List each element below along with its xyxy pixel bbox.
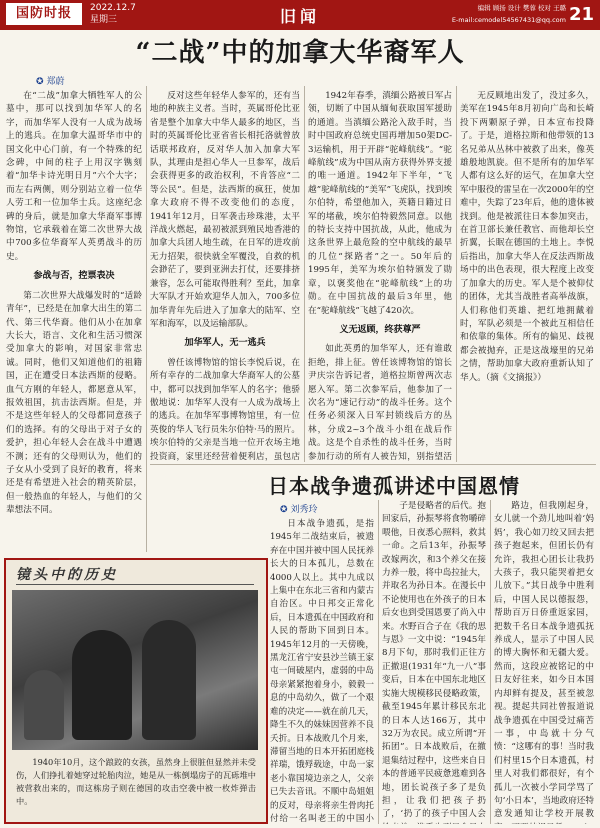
article1-para-3: 反对这些年轻华人参军的，还有当地的种族主义者。当时，英属哥伦比亚省是整个加拿大中华人最多的地区，当时的英属哥伦比亚省省长相托洛就曾放话联邦政府，反对华人加入加拿大军队，其理由是担心华人一旦参军，战后会获得更多的政治权利，不肯答应“二等公民”。但是，法西斯的疯狂，使加拿大政府不得不改变他们的态度，1941年12月，日军袭击珍珠港，太平洋战火燃起，最初被派到殖民地香港的加拿大兵团人地生疏，在日军的进攻前无力招架，很快就全军覆没，自救的机会渺茫了，要到亚洲去打仗，还要排挤兼容，怎么可能取得胜利？至此，加拿大军队才开始欢迎华人加入，700多位加华青年先后进入了加拿大的陆军、空军和海军，以及运输部队。	[150, 91, 300, 329]
article2-byline	[280, 502, 318, 515]
column-divider	[378, 500, 379, 824]
page-number: 21	[568, 4, 594, 25]
article2-headline: 日本战争遗孤讲述中国恩情	[268, 474, 520, 498]
column-divider	[304, 86, 305, 462]
article2-column-2	[382, 500, 486, 824]
photo-caption-text: 1940年10月，这个踉跤的女孩，虽然身上很脏但显然并未受伤，人们挣扎着她穿过轮胎肉泣，她是从一栋倒塌房子的瓦砾堆中被营救出来的，而这栋房子则在德国的攻击空袭中被一枚炸弹击中。	[16, 757, 256, 806]
history-box-title: 镜头中的历史	[16, 567, 118, 583]
article2-author: 刘秀玲	[290, 505, 318, 515]
article1-subheading-2: 加华军人，无一逃兵	[184, 338, 266, 349]
article1-column-3	[308, 90, 452, 462]
photo-figure	[142, 620, 196, 740]
article1-headline: “二战”中的加拿大华裔军人	[135, 38, 465, 68]
star-icon: ✪	[280, 505, 288, 515]
article2-para-2: 子是侵略者的后代。抱回家后，孙振琴将食物嚼碎喂他，日夜悉心照料，救其一命。之后13年，孙振琴改嫁两次，和3个养父在接力养一般，将中岛拉扯大，并取名为孙日本。在漫长中不论使用也在外孩子的日本后女也到受国恩要了尚入中来。水野百合子在《我的思与恩》一文中说：“1945年8月下旬，那时我们正往方正撤退(1931年“九一八”事变后，日本在中国东北地区实施大规模移民侵略政策，截至1945年累计移民东北的日本人达166万，其中32万为农民。成立所谓“开拓团”。日本战败后，在撤退集结过程中，这些来自日本的普通平民疲惫逃难到各地，团长说孩子多了是负担，让我们把孩子扔了，‘扔了的孩子中国人会	[382, 501, 486, 820]
column-divider	[456, 86, 457, 462]
history-photo-box	[4, 558, 268, 824]
article1-subheading-3: 义无返顾，终获尊严	[339, 324, 421, 335]
article1-author: 郑蔚	[46, 77, 65, 87]
article1-para-7: 无反顾地出发了，没过多久，美军在1945年8月初向广岛和长崎投下两颗原子弹，日本宣布投降了。于是，道格拉斯和他带领的13名兄弟从丛林中被救了出来，像英雄般地凯旋。但不是所有的加华军人都有这么好的运气，在加拿大空军中服役的雷呈在一次2000年的空难中，失踪了23年后，他的遗体被找到。他是被派往日本参加突击，在首卫部长兼任教官、而他却长空折翼，长眠在德国的土地上。李悦后指出，加拿大华人在反法西斯战场中的出色表现，很大程度上改变了加拿大的历史。军人是个被仰仗的团体，尤其当战胜者高举战旗，人们称他们英雄、把红地拥戴着时，军队必须是一个被此互相信任和依靠的集体。所有的偏见、歧视都会被抛弃，正是这战壕里的兄弟之情，帮助加拿大政府重新认知了华人。（摘《文摘报》）	[460, 91, 594, 383]
column-divider	[490, 500, 491, 824]
article1-subheading-1: 参战与否，控票表决	[33, 271, 115, 282]
editor-credits	[452, 2, 566, 26]
date-text: 2022.12.7	[90, 3, 136, 13]
section-title: 旧闻	[279, 7, 320, 26]
article2-para-3: 路边，但我刚起身，女儿就一个劲儿地叫着‘妈妈’，我心如刀绞又回去把孩子抱起来，但团长仍有允许，我担心团长让我扔大孩子，我只能哭着把女儿放下。”其日战争中胜利后，中国人民以德报怨，帮助百万日侨重返家园，把数千名日本战争遗孤抚养成人，显示了中国人民的博大胸怀和无疆大爱。然而，这段应被铭记的中日友好往来，如今日本国内却鲜有提及，甚至被忽视。提起共同社曾报道说战争遗孤在中国受过痛苦一事，中岛就十分气愤：“这哪有的事！当时我们村里15个日本遗孤，村里人对我们都很好，有个孤儿一次被小学同学骂了句‘小日本’，当地政府还特意发通知让学校开展教	[494, 501, 594, 820]
credits-line-1: 编辑 顾扬 设计 樊蓉 校对 王璐	[477, 4, 566, 12]
article2-column-3	[494, 500, 594, 824]
article1-para-2: 第二次世界大战爆发时的“适龄青年”，已经是在加拿大出生的第二代、第三代华裔。他们从小在加拿大长大，语言、文化和生活习惯深受加拿大的影响，对国家非常忠诚。同时，他们又知道他们的祖籍国，正在遭受日本法西斯的侵略。血气方刚的年轻人，都愿意从军，报效祖国，抗击法西斯。但是，并不是这些年轻人的父母都同意孩子们的选择。有的父母出于对子女的爱护，担心年轻人会在战斗中遭遇不测；还有的父母则认为，他们的子女从小受到了良好的教育，将来还是有希望进入社会的精英阶层，但一般热血的年轻人，与他们的父辈想法不同。	[6, 290, 142, 516]
historical-photo	[12, 590, 258, 750]
article1-para-6: 如此英勇的加华军人，还有谁敢拒绝，排上征。曾任该博物馆的馆长尹庆宗告诉记者，道格拉斯曾两次志愿入军。第二次参军后，他参加了一次名为“速记行动”的战斗任务。这个任务必须深入日军封锁线后方的丛林，分成2~3个战斗小组在战后作战。这是个自杀性的战斗任务，当时参加行动的所有人被告知，别指望活	[308, 344, 452, 462]
article2-column-1	[270, 518, 374, 824]
article-divider	[150, 464, 596, 465]
star-icon: ✪	[36, 77, 44, 87]
article1-para-5: 1942年春季，滇缅公路被日军占领，切断了中国从缅甸获取国军援助的通道。当滇缅公路沦入敌手时，当时中国政府总统史国再增加50架DC-3运输机，用于开辟“驼峰航线”。“驼峰航线”成为中国从南方获得外界支援的唯一通道。1942年下半年，“飞越”驼峰航线的“美军”飞虎队，找到埃尔伯特，希望他加入，英籍日籍过日军的堵截，埃尔伯特毅然同意。以他的特长支持中国抗战，从此，他成为这条世界上最危险的空中航线的最早的几位“探路者”之一。50年后的1995年，美军为埃尔伯特颁发了勋章，以褒奖他在“驼峰航线”上的功勋。在中国抗战的最后3年里，他在“驼峰航线”飞越了420次。	[308, 91, 452, 316]
article1-column-4	[460, 90, 594, 462]
article1-para-4: 曾任该博物馆的馆长李悦后说，在所有幸存的二战加拿大华裔军人的公墓中，都可以找到加华军人的名字；他骄傲地说：加华军人没有一人成为战场上的逃兵。在加华军事博物馆里，有一位英俊的华人飞行员朱尔伯特·马的照片。埃尔伯特的父亲是当地一位开农场主地投资商，家里还经营着便利店，虽包店	[150, 357, 300, 462]
credits-line-2: E-mail:cemodel54567431@qq.com	[451, 16, 566, 24]
column-divider	[146, 86, 147, 552]
issue-date	[90, 2, 136, 26]
title-rule	[16, 584, 254, 585]
article1-para-1: 在“二战”加拿大牺牲军人的公墓中，那可以找到加华军人的名字，而加华军人没有一人成为战场上的逃兵。在加拿大温哥华市中的国文化中心门前，有一个特殊的纪念碑，中间的柱子上用汉字镌刻着“加华卡诗光明日月”六个大字；而左右两侧，则分别站立着一位华人劳工和一位加华士兵。这座纪念碑的身后，就是加拿大华裔军事博物馆，它承载着在第二次世界大战中700多位华裔军人英勇战斗的历史。	[6, 91, 142, 262]
article2-para-1: 日本战争遗孤，是指1945年二战结束后，被遗弃在中国并被中国人民抚养长大的日本孤儿，总数在4000人以上。其中九成以上集中在东北三省和内蒙古自治区。中日邦交正常化后，日本遗孤在中国政府和人民的帮助下回到日本。1945年12月的一天傍晚，黑龙江省宁安县沙兰镇王家屯一间破屋内，虚弱的中岛母亲紧紧抱着身小，毅毅一息的中岛幼久，做了一个艰难的决定——就在前几天，降生不久的妹妹因营养不良夭折。日本战败几个月来，滞留当地的日本开拓团庭栈祥瑞，饿殍载途，中岛一家老小靠国境边亲之人，父亲已失去音讯。不顺中岛姐姐的反对，母亲将亲生骨肉托付给一名叫老王的中国小	[270, 519, 374, 824]
photo-figure	[72, 630, 132, 740]
photo-figure	[24, 670, 64, 740]
page-header	[0, 0, 600, 30]
article1-column-2	[150, 90, 300, 462]
article1-byline	[36, 74, 65, 87]
masthead-logo: 国防时报	[6, 3, 82, 25]
weekday-text: 星期三	[90, 15, 118, 25]
article1-column-1	[6, 90, 142, 553]
